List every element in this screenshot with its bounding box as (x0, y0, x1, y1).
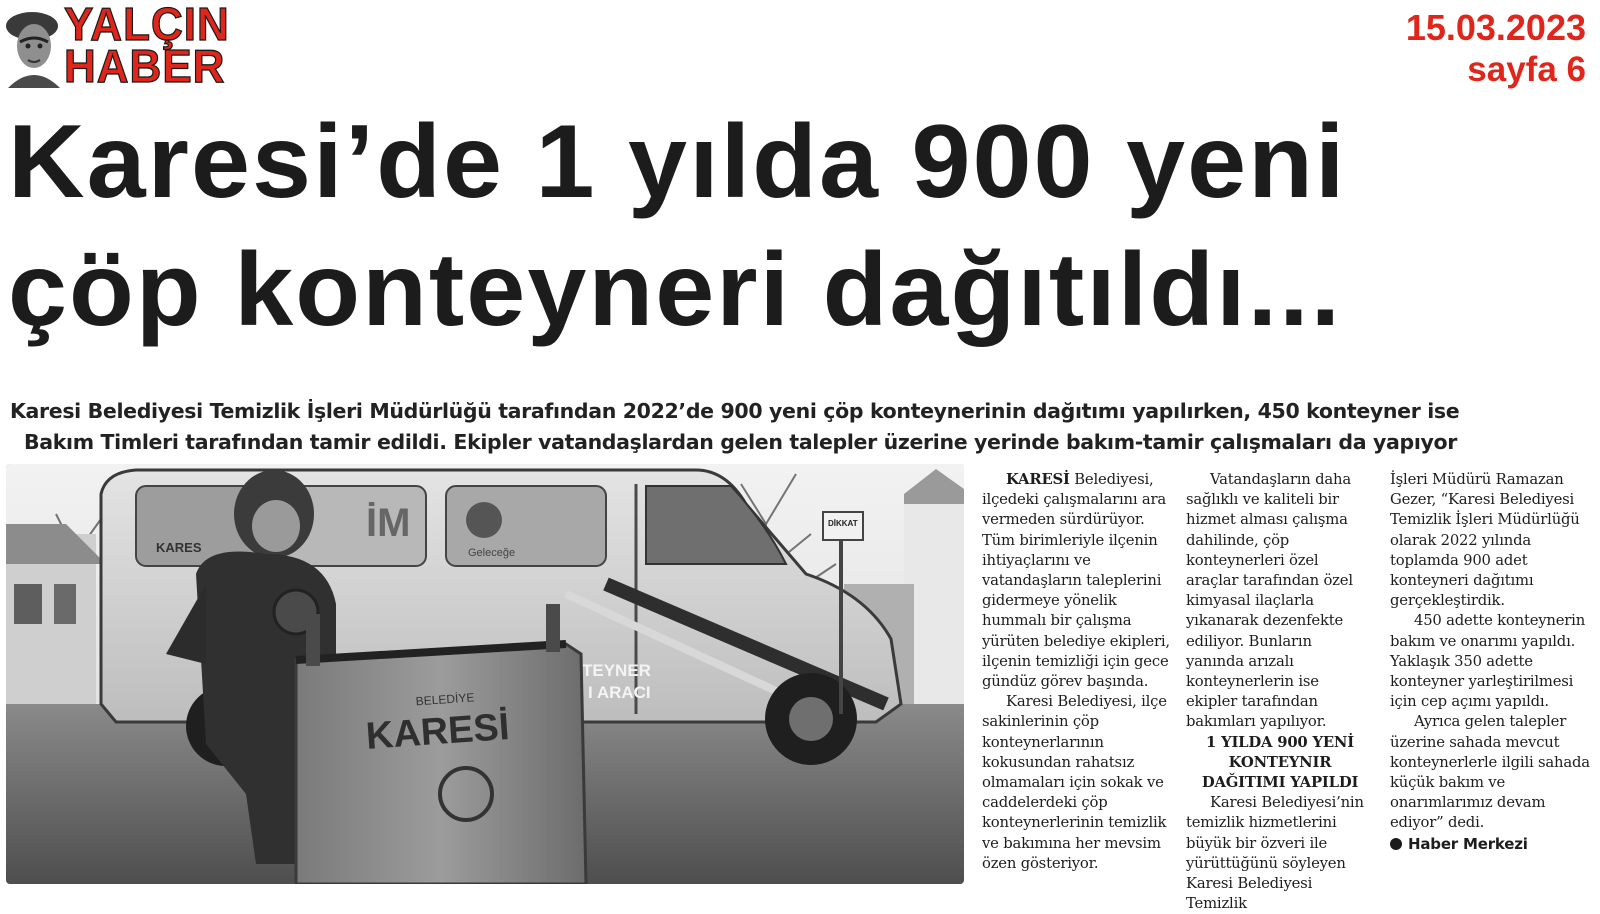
van-text-2: I ARACI (588, 683, 651, 702)
article-paragraph-5: İşleri Müdürü Ramazan Gezer, “Karesi Belediyesi Temizlik İşleri Müdürlüğü olarak 2022 yılında toplamda 900 adet konteyneri dağıtımı gerçekleştirdik. (1390, 471, 1580, 610)
news-photo (6, 464, 964, 884)
byline (1390, 834, 1598, 854)
headline (8, 98, 1588, 354)
article-paragraph-1 (982, 470, 1170, 692)
article-paragraph-6: 450 adette konteynerin bakım ve onarımı yapıldı. Yaklaşık 350 adette konteyner yarleştirilmesi için cep açımı yapıldı. (1390, 612, 1586, 711)
article-paragraph-7: Ayrıca gelen talepler üzerine sahada mevcut konteynerlerle ilgili sahada küçük bakım ve onarımlarımız devam ediyor” dedi. (1390, 713, 1590, 832)
van-logo-text: İM (366, 501, 411, 545)
article-paragraph-2: Karesi Belediyesi, ilçe sakinlerinin çöp konteynerlarının kokusundan rahatsız olmamaları için sokak ve caddelerdeki çöp konteynerlerinin temizlik ve bakımına her mevsim özen gösteriyor. (982, 693, 1167, 872)
logo-word-haber: HABER (64, 40, 226, 93)
deck-summary (10, 396, 1590, 458)
photo-illustration (6, 464, 964, 884)
article-column-1 (982, 470, 1170, 874)
page-number: sayfa 6 (1467, 50, 1586, 90)
article-subhead: 1 YILDA 900 YENİ KONTEYNIR DAĞITIMI YAPILDI (1201, 733, 1359, 792)
article-paragraph-3: Vatandaşların daha sağlıklı ve kaliteli bir hizmet alması çalışma dahilinde, çöp konteynerleri özel araçlar tarafından özel kimyasal ilaçlarla yıkanarak dezenfekte ediliyor. Bunların yanında arızalı konteynerlerin ise ekipler tarafından bakımları yapılıyor. (1186, 471, 1353, 731)
portrait-icon (2, 2, 66, 88)
van-sign-text: Geleceğe (468, 547, 516, 559)
container-small-text: BELEDİYE (415, 690, 475, 709)
sign-text: DİKKAT (828, 519, 858, 528)
deck-line-2: Bakım Timleri tarafından tamir edildi. Ekipler vatandaşlardan gelen talepler üzerine yerinde bakım-tamir çalışmaları da yapıyor (24, 430, 1458, 454)
byline-text: Haber Merkezi (1408, 834, 1528, 853)
headline-line-1: Karesi’de 1 yılda 900 yeni (8, 104, 1347, 220)
van-side-text: KARES (156, 540, 202, 555)
bullet-icon (1390, 838, 1402, 850)
issue-date: 15.03.2023 (1405, 7, 1586, 48)
deck-line-1: Karesi Belediyesi Temizlik İşleri Müdürlüğü tarafından 2022’de 900 yeni çöp konteynerinin dağıtımı yapılırken, 450 konteyner ise (10, 399, 1460, 423)
dropline-lead: KARESİ (1006, 471, 1070, 488)
article-column-2 (1186, 470, 1374, 914)
van-text-1: TEYNER (582, 661, 651, 680)
logo-word-yalcin: YALÇIN (64, 0, 230, 51)
headline-line-2: çöp konteyneri dağıtıldı... (8, 232, 1343, 348)
container-text: KARESİ (364, 705, 511, 758)
article-column-3 (1390, 470, 1598, 854)
article-paragraph-4: Karesi Belediyesi’nin temizlik hizmetlerini büyük bir özveri ile yürüttüğünü söyleyen Karesi Belediyesi Temizlik (1186, 794, 1364, 913)
article-paragraph-1-text: Belediyesi, ilçedeki çalışmalarını ara vermeden sürdürüyor. Tüm birimleriyle ilçenin ihtiyaçlarını ve vatandaşların taleplerini gidermeye yönelik hummalı bir çalışma yürüten belediye ekipleri, ilçenin temizliği için gece gündüz görev başında. (982, 471, 1170, 691)
masthead-logo (0, 0, 252, 92)
issue-info (1406, 6, 1586, 91)
